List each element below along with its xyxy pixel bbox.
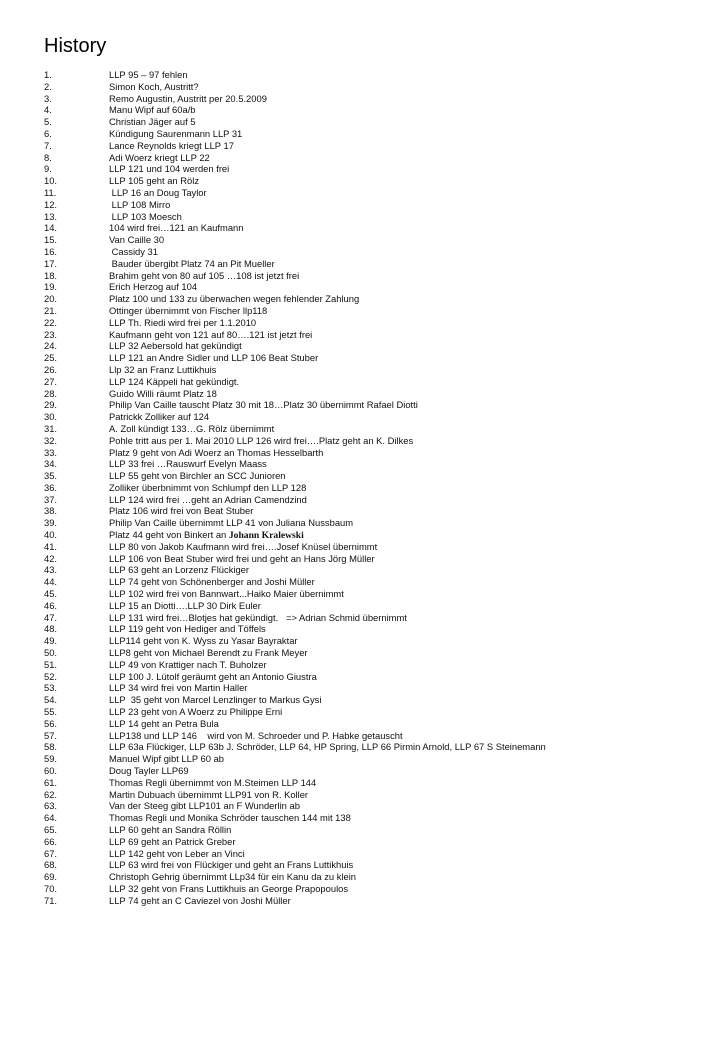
list-item-text-main: Erich Herzog auf 104 xyxy=(109,281,198,293)
list-item-number: 27. xyxy=(44,375,58,387)
list-item xyxy=(0,659,720,671)
list-item-text-main: LLP 95 – 97 fehlen xyxy=(109,69,188,80)
list-item-text xyxy=(109,694,321,706)
list-item xyxy=(0,553,720,565)
list-item-number: 32. xyxy=(44,434,58,446)
list-item-number: 46. xyxy=(44,599,58,611)
list-item-number: 44. xyxy=(44,576,58,588)
list-item-text xyxy=(109,647,308,659)
list-item-text-main: LLP 102 wird frei von Bannwart...Haiko Maier übernimmt xyxy=(109,588,344,600)
list-item xyxy=(0,140,720,152)
list-item-text xyxy=(109,895,291,907)
list-item xyxy=(0,187,720,199)
list-item-text xyxy=(109,800,300,812)
list-item-number: 22. xyxy=(44,316,58,328)
list-item-number: 23. xyxy=(44,328,58,340)
list-item xyxy=(0,529,720,541)
list-item xyxy=(0,848,720,860)
list-item-text-main: Lance Reynolds kriegt LLP 17 xyxy=(109,139,234,151)
list-item-text xyxy=(109,564,249,576)
list-item-text xyxy=(109,352,318,364)
list-item-text-main: Christian Jäger auf 5 xyxy=(109,116,196,128)
list-item-text xyxy=(109,765,189,777)
list-item-number: 39. xyxy=(44,517,58,529)
list-item-number: 38. xyxy=(44,505,58,517)
list-item-number: 26. xyxy=(44,363,58,375)
list-item xyxy=(0,541,720,553)
list-item xyxy=(0,789,720,801)
list-item-text-name: Johann Kralewski xyxy=(228,530,304,542)
list-item xyxy=(0,388,720,400)
list-item-text-main: Thomas Regli und Monika Schröder tauschen 144 mit 138 xyxy=(109,812,351,824)
list-item-text-main: Patrickk Zolliker auf 124 xyxy=(109,411,210,423)
list-item-text xyxy=(109,317,256,329)
list-item-text xyxy=(109,470,286,482)
list-item-text xyxy=(109,411,209,423)
list-item-text-main: LLP8 geht von Michael Berendt zu Frank Meyer xyxy=(109,647,308,659)
list-item-text xyxy=(109,848,245,860)
list-item-text xyxy=(109,612,407,624)
list-item-text-main: Philip Van Caille tauscht Platz 30 mit 18…Platz 30 übernimmt Rafael Diotti xyxy=(109,399,418,411)
list-item-number: 16. xyxy=(44,245,58,257)
list-item xyxy=(0,600,720,612)
list-item-number: 3. xyxy=(44,92,52,104)
list-item-number: 47. xyxy=(44,611,58,623)
list-item-number: 37. xyxy=(44,493,58,505)
list-item-number: 67. xyxy=(44,847,58,859)
list-item xyxy=(0,447,720,459)
list-item xyxy=(0,152,720,164)
list-item-text xyxy=(109,576,315,588)
list-item-text-main: Manuel Wipf gibt LLP 60 ab xyxy=(109,753,225,765)
list-item-number: 11. xyxy=(44,186,57,198)
list-item-number: 62. xyxy=(44,788,58,800)
list-item-text xyxy=(109,741,546,753)
list-item xyxy=(0,317,720,329)
list-item-number: 14. xyxy=(44,222,58,234)
list-item-text xyxy=(109,871,356,883)
list-item-text xyxy=(109,81,199,93)
list-item-number: 12. xyxy=(44,198,58,210)
list-item-text xyxy=(109,388,217,400)
list-item-number: 7. xyxy=(44,139,52,151)
list-item-number: 31. xyxy=(44,422,58,434)
list-item-text-main: LLP 131 wird frei…Blotjes hat gekündigt. => Adrian Schmid übernimmt xyxy=(109,611,407,623)
list-item-text xyxy=(109,364,216,376)
list-item-text xyxy=(109,211,182,223)
list-item-text-main: LLP 34 wird frei von Martin Haller xyxy=(109,682,248,694)
list-item-text-main: Pohle tritt aus per 1. Mai 2010 LLP 126 wird frei….Platz geht an K. Dilkes xyxy=(109,434,414,446)
list-item-text-main: Thomas Regli übernimmt von M.Steimen LLP 144 xyxy=(109,776,317,788)
list-item-text xyxy=(109,541,377,553)
list-item xyxy=(0,576,720,588)
list-item xyxy=(0,175,720,187)
list-item-text xyxy=(109,340,242,352)
list-item-number: 52. xyxy=(44,670,58,682)
list-item xyxy=(0,435,720,447)
list-item-number: 17. xyxy=(44,257,58,269)
list-item-text-main: Brahim geht von 80 auf 105 …108 ist jetzt frei xyxy=(109,269,300,281)
list-item-number: 70. xyxy=(44,882,58,894)
list-item-text xyxy=(109,281,197,293)
list-item-text xyxy=(109,718,219,730)
list-item-text-main: Llp 32 an Franz Luttikhuis xyxy=(109,363,217,375)
list-item-text-main: LLP114 geht von K. Wyss zu Yasar Bayraktar xyxy=(109,635,298,647)
list-item-text-main: Platz 106 wird frei von Beat Stuber xyxy=(109,505,254,517)
list-item-text-main: Christoph Gehrig übernimmt LLp34 für ein Kanu da zu klein xyxy=(109,871,357,883)
list-item-text-main: Adi Woerz kriegt LLP 22 xyxy=(109,151,210,163)
list-item-text xyxy=(109,482,306,494)
list-item-text-main: LLP 63 wird frei von Flückiger und geht an Frans Luttikhuis xyxy=(109,859,354,871)
list-item-text-main: LLP 119 geht von Hediger and Töffels xyxy=(109,623,266,635)
list-item-text-main: LLP 108 Mirro xyxy=(109,198,171,210)
list-item-text-main: Martin Dubuach übernimmt LLP91 von R. Koller xyxy=(109,788,309,800)
list-item-text xyxy=(109,152,210,164)
list-item-text-main: LLP 32 Aebersold hat gekündigt xyxy=(109,340,242,352)
list-item-number: 59. xyxy=(44,753,58,765)
list-item-text xyxy=(109,753,224,765)
list-item-text xyxy=(109,494,307,506)
list-item-text xyxy=(109,517,353,529)
list-item-text-main: Zolliker überbnimmt von Schlumpf den LLP 128 xyxy=(109,481,307,493)
list-item xyxy=(0,800,720,812)
list-item-number: 10. xyxy=(44,175,58,187)
list-item-text xyxy=(109,859,353,871)
list-item-text xyxy=(109,505,253,517)
list-item-text-main: LLP 100 J. Lütolf geräumt geht an Antonio Giustra xyxy=(109,670,317,682)
list-item-text xyxy=(109,824,231,836)
list-item xyxy=(0,116,720,128)
list-item-number: 71. xyxy=(44,894,58,906)
list-item xyxy=(0,482,720,494)
list-item-text-main: LLP 106 von Beat Stuber wird frei und geht an Hans Jörg Müller xyxy=(109,552,375,564)
list-item xyxy=(0,81,720,93)
list-item-text xyxy=(109,305,267,317)
list-item xyxy=(0,352,720,364)
list-item-number: 43. xyxy=(44,564,58,576)
list-item-number: 15. xyxy=(44,234,58,246)
list-item-text-main: Platz 9 geht von Adi Woerz an Thomas Hesselbarth xyxy=(109,446,324,458)
list-item xyxy=(0,812,720,824)
list-item-text-main: Kaufmann geht von 121 auf 80….121 ist jetzt frei xyxy=(109,328,313,340)
list-item-text-main: A. Zoll kündigt 133…G. Rölz übernimmt xyxy=(109,422,275,434)
list-item-text xyxy=(109,376,239,388)
list-item xyxy=(0,423,720,435)
list-item xyxy=(0,281,720,293)
list-item-text-main: Platz 44 geht von Binkert an xyxy=(109,529,229,541)
list-item-text-main: Simon Koch, Austritt? xyxy=(109,80,199,92)
list-item-text-main: LLP 23 geht von A Woerz zu Philippe Erni xyxy=(109,706,283,718)
list-item-text-main: LLP 33 frei …Rauswurf Evelyn Maass xyxy=(109,458,267,470)
list-item-text xyxy=(109,199,170,211)
list-item-number: 24. xyxy=(44,340,58,352)
list-item-text-main: Manu Wipf auf 60a/b xyxy=(109,104,196,116)
list-item-text xyxy=(109,246,158,258)
list-item-text xyxy=(109,706,282,718)
list-item-text-main: Remo Augustin, Austritt per 20.5.2009 xyxy=(109,92,267,104)
list-item-number: 54. xyxy=(44,694,58,706)
list-item-text xyxy=(109,789,308,801)
list-item-text-main: 104 wird frei…121 an Kaufmann xyxy=(109,222,244,234)
list-item-number: 49. xyxy=(44,635,58,647)
list-item xyxy=(0,706,720,718)
list-item-text xyxy=(109,329,312,341)
list-item xyxy=(0,69,720,81)
list-item-number: 68. xyxy=(44,859,58,871)
list-item-text xyxy=(109,69,188,81)
list-item-text-main: Platz 100 und 133 zu überwachen wegen fehlender Zahlung xyxy=(109,293,360,305)
list-item xyxy=(0,718,720,730)
list-item-number: 56. xyxy=(44,717,58,729)
list-item-number: 48. xyxy=(44,623,58,635)
list-item-text xyxy=(109,777,316,789)
list-item-number: 36. xyxy=(44,481,58,493)
list-item-number: 63. xyxy=(44,800,58,812)
list-item-number: 55. xyxy=(44,706,58,718)
list-item-text xyxy=(109,140,234,152)
list-item xyxy=(0,682,720,694)
list-item-text xyxy=(109,447,323,459)
list-item-text-main: LLP 14 geht an Petra Bula xyxy=(109,717,219,729)
list-item xyxy=(0,364,720,376)
list-item-number: 35. xyxy=(44,470,58,482)
list-item xyxy=(0,329,720,341)
list-item xyxy=(0,564,720,576)
list-item-text-main: LLP 124 wird frei …geht an Adrian Camendzind xyxy=(109,493,307,505)
list-item-number: 28. xyxy=(44,387,58,399)
list-item-text-main: LLP 105 geht an Rölz xyxy=(109,175,200,187)
list-item-text xyxy=(109,399,418,411)
list-item-text xyxy=(109,435,413,447)
list-item-text xyxy=(109,234,164,246)
list-item-number: 51. xyxy=(44,658,58,670)
list-item xyxy=(0,376,720,388)
list-item-text xyxy=(109,883,348,895)
list-item-text-main: LLP 16 an Doug Taylor xyxy=(109,186,207,198)
list-item xyxy=(0,753,720,765)
list-item-text-main: LLP 32 geht von Frans Luttikhuis an George Prapopoulos xyxy=(109,882,349,894)
list-item xyxy=(0,211,720,223)
list-item xyxy=(0,694,720,706)
list-item xyxy=(0,234,720,246)
list-item-text xyxy=(109,270,299,282)
list-item-number: 33. xyxy=(44,446,58,458)
list-item-text xyxy=(109,682,247,694)
list-item-text-main: LLP 55 geht von Birchler an SCC Junioren xyxy=(109,470,286,482)
list-item xyxy=(0,270,720,282)
list-item-text-main: LLP 121 an Andre Sidler und LLP 106 Beat Stuber xyxy=(109,352,319,364)
list-item xyxy=(0,305,720,317)
list-item-number: 20. xyxy=(44,293,58,305)
list-item-text-main: Cassidy 31 xyxy=(109,245,158,257)
list-item xyxy=(0,494,720,506)
list-item-number: 8. xyxy=(44,151,52,163)
list-item-text-main: Kündigung Saurenmann LLP 31 xyxy=(109,127,243,139)
list-item-text xyxy=(109,116,196,128)
list-item-text-main: Philip Van Caille übernimmt LLP 41 von Juliana Nussbaum xyxy=(109,517,354,529)
list-item-text-main: LLP 69 geht an Patrick Greber xyxy=(109,835,236,847)
list-item xyxy=(0,399,720,411)
list-item xyxy=(0,470,720,482)
list-item xyxy=(0,93,720,105)
list-item xyxy=(0,635,720,647)
list-item-number: 4. xyxy=(44,104,52,116)
list-item xyxy=(0,246,720,258)
list-item-number: 65. xyxy=(44,824,58,835)
list-item-text-main: Van Caille 30 xyxy=(109,234,165,246)
list-item-text-main: LLP 103 Moesch xyxy=(109,210,182,222)
list-item-text xyxy=(109,812,351,824)
list-item-text xyxy=(109,104,196,116)
list-item-number: 60. xyxy=(44,765,58,777)
list-item-text-main: Ottinger übernimmt von Fischer llp118 xyxy=(109,304,268,316)
list-item-number: 42. xyxy=(44,552,58,564)
list-item-text xyxy=(109,671,317,683)
list-item-number: 30. xyxy=(44,411,58,423)
list-item-number: 64. xyxy=(44,812,58,824)
list-item xyxy=(0,612,720,624)
list-item-text-main: LLP 124 Käppeli hat gekündigt. xyxy=(109,375,240,387)
list-item xyxy=(0,505,720,517)
list-item-text xyxy=(109,588,344,600)
list-item xyxy=(0,588,720,600)
list-item xyxy=(0,647,720,659)
list-item-text xyxy=(109,635,298,647)
list-item-text xyxy=(109,163,229,175)
list-item-text xyxy=(109,836,235,848)
list-item-text xyxy=(109,258,275,270)
list-item xyxy=(0,671,720,683)
list-item xyxy=(0,104,720,116)
list-item-text-main: LLP 35 geht von Marcel Lenzlinger to Markus Gysi xyxy=(109,694,322,706)
list-item-number: 2. xyxy=(44,80,52,92)
list-item xyxy=(0,458,720,470)
list-item xyxy=(0,128,720,140)
list-item-number: 21. xyxy=(44,304,58,316)
list-item-number: 57. xyxy=(44,729,58,741)
list-item xyxy=(0,824,720,836)
page-title: History xyxy=(44,35,107,57)
list-item-text xyxy=(109,293,359,305)
list-item xyxy=(0,340,720,352)
list-item xyxy=(0,623,720,635)
list-item-number: 61. xyxy=(44,776,58,788)
list-item-text-main: LLP 74 geht an C Caviezel von Joshi Müller xyxy=(109,894,291,906)
list-item-text-main: LLP 63 geht an Lorzenz Flückiger xyxy=(109,564,250,576)
list-item-number: 18. xyxy=(44,269,58,281)
list-item-text xyxy=(109,659,267,671)
list-item-text xyxy=(109,600,261,612)
list-item xyxy=(0,222,720,234)
list-item-number: 25. xyxy=(44,352,58,364)
list-item-text-main: LLP 63a Flückiger, LLP 63b J. Schröder, LLP 64, HP Spring, LLP 66 Pirmin Arnold, LLP 67 S Steinemann xyxy=(109,741,546,753)
list-item-text-main: LLP 49 von Krattiger nach T. Buholzer xyxy=(109,658,267,670)
list-item-number: 5. xyxy=(44,116,52,128)
list-item-text-main: Bauder übergibt Platz 74 an Pit Mueller xyxy=(109,257,275,269)
list-item xyxy=(0,871,720,883)
history-list xyxy=(0,69,720,907)
list-item-text xyxy=(109,187,207,199)
list-item-text xyxy=(109,553,375,565)
list-item xyxy=(0,859,720,871)
list-item-text-main: LLP 15 an Diotti….LLP 30 Dirk Euler xyxy=(109,599,261,611)
list-item-text xyxy=(109,623,266,635)
list-item-number: 50. xyxy=(44,647,58,659)
list-item-text xyxy=(109,730,403,742)
list-item-text-main: LLP 74 geht von Schönenberger and Joshi Müller xyxy=(109,576,315,588)
list-item-text xyxy=(109,222,243,234)
list-item xyxy=(0,258,720,270)
list-item-text-main: LLP 80 von Jakob Kaufmann wird frei….Josef Knüsel übernimmt xyxy=(109,540,378,552)
list-item xyxy=(0,765,720,777)
list-item-number: 58. xyxy=(44,741,58,753)
list-item-number: 41. xyxy=(44,540,58,552)
list-item-number: 6. xyxy=(44,127,52,139)
list-item-number: 1. xyxy=(44,69,52,80)
list-item xyxy=(0,883,720,895)
list-item-number: 66. xyxy=(44,835,58,847)
list-item-text-main: LLP 142 geht von Leber an Vinci xyxy=(109,847,245,859)
list-item-text-main: Doug Tayler LLP69 xyxy=(109,765,189,777)
list-item xyxy=(0,163,720,175)
list-item xyxy=(0,895,720,907)
list-item xyxy=(0,777,720,789)
list-item-text xyxy=(109,128,242,140)
list-item-text-main: LLP138 und LLP 146 wird von M. Schroeder und P. Habke getauscht xyxy=(109,729,403,741)
list-item-number: 9. xyxy=(44,163,52,175)
list-item xyxy=(0,836,720,848)
list-item-text-main: LLP 60 geht an Sandra Röllin xyxy=(109,824,232,835)
list-item-text-main: Guido Willi räumt Platz 18 xyxy=(109,387,217,399)
list-item-text xyxy=(109,423,274,435)
list-item-number: 13. xyxy=(44,210,58,222)
list-item xyxy=(0,293,720,305)
list-item-text-main: LLP 121 und 104 werden frei xyxy=(109,163,230,175)
list-item xyxy=(0,730,720,742)
list-item-number: 53. xyxy=(44,682,58,694)
list-item-number: 29. xyxy=(44,399,58,411)
list-item-text xyxy=(109,175,199,187)
list-item-text-main: Van der Steeg gibt LLP101 an F Wunderlin ab xyxy=(109,800,300,812)
list-item-number: 34. xyxy=(44,458,58,470)
list-item xyxy=(0,741,720,753)
list-item-number: 19. xyxy=(44,281,58,293)
list-item-number: 45. xyxy=(44,588,58,600)
list-item-number: 69. xyxy=(44,871,58,883)
list-item-text-main: LLP Th. Riedi wird frei per 1.1.2010 xyxy=(109,316,257,328)
list-item xyxy=(0,199,720,211)
list-item xyxy=(0,411,720,423)
list-item-text xyxy=(109,93,267,105)
list-item xyxy=(0,517,720,529)
list-item-text xyxy=(109,458,267,470)
list-item-number: 40. xyxy=(44,529,58,541)
